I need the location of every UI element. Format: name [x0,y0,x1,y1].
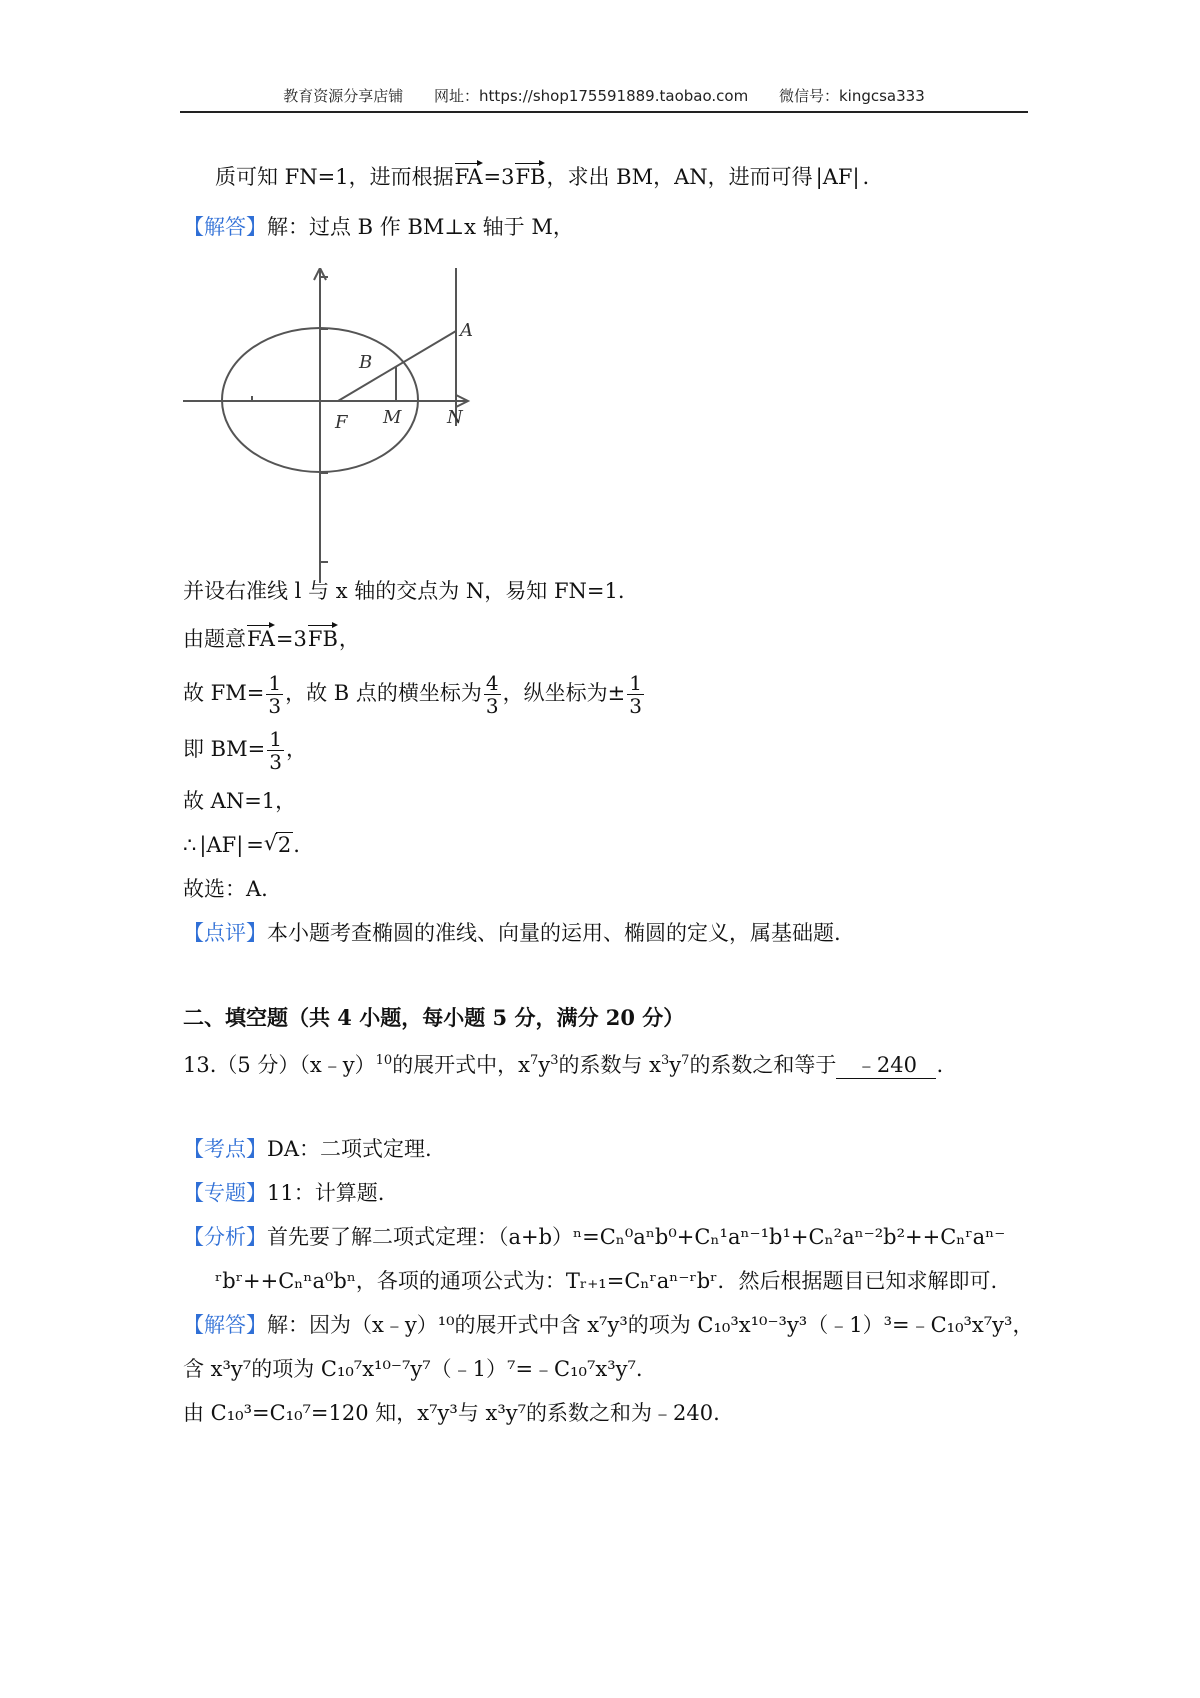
zhuanti-tag: 【专题】 [183,1181,267,1205]
fraction-bm: $\frac{1}{3}$ [269,727,282,774]
abs-af: |AF| [815,165,860,189]
label-n: N [447,407,463,428]
page-header [180,86,1028,106]
sol-line-6: ∴ |AF| =√ 2. [183,830,300,860]
label-b: B [359,352,373,373]
label-f: F [335,412,348,433]
jieda-tag: 【解答】 [183,1313,267,1337]
section-title: 二、填空题（共 4 小题，每小题 5 分，满分 20 分） [183,1005,685,1030]
review-tag: 【点评】 [183,921,267,945]
review-line: 【点评】本小题考查椭圆的准线、向量的运用、椭圆的定义，属基础题. [183,921,841,945]
fenxi-line-2: ʳbʳ++Cₙⁿa⁰bⁿ，各项的通项公式为：Tᵣ₊₁=Cₙʳaⁿ⁻ʳbʳ．然后根据题目已知求解即可. [215,1269,998,1293]
jieda-line-1: 【解答】解：因为（x﹣y）¹⁰的展开式中含 x⁷y³的项为 C₁₀³x¹⁰⁻³y³（﹣1）³=﹣C₁₀³x⁷y³， [183,1313,1034,1337]
solution-tag: 【解答】 [183,215,267,239]
sol-line-1: 并设右准线 l 与 x 轴的交点为 N，易知 FN=1. [183,579,625,603]
ellipse-figure [183,268,503,588]
fenxi-tag: 【分析】 [183,1225,267,1249]
analysis-continuation: 质可知 FN=1，进而根据FA=3FB，求出 BM，AN，进而可得 |AF| . [215,162,869,192]
sol-line-5: 故 AN=1， [183,789,297,813]
vector-fa-2: FA [246,624,276,654]
fraction-four-thirds: $\frac{4}{3}$ [485,671,499,718]
fraction-one-third: $\frac{1}{3}$ [268,671,282,718]
zhuanti-line: 【专题】11：计算题. [183,1181,385,1205]
shop-name: 教育资源分享店铺 [283,87,404,105]
sol-line-3: 故 FM= $\frac{1}{3}$ ，故 B 点的横坐标为 $\frac{4}{3}$ ，纵坐标为± $\frac{1}{3}$ [183,671,642,718]
kaodian-line: 【考点】DA：二项式定理. [183,1137,432,1161]
vector-fa: FA [454,162,484,192]
header-rule [180,111,1028,113]
vector-fb: FB [514,162,546,192]
sol-line-7: 故选：A. [183,877,268,901]
vector-fb-2: FB [307,624,339,654]
kaodian-tag: 【考点】 [183,1137,267,1161]
sqrt-two: √ 2 [264,830,293,860]
wechat-id: 微信号：kingcsa333 [778,87,925,105]
answer-blank: ﹣240 [836,1052,936,1079]
solution-intro: 【解答】解：过点 B 作 BM⊥x 轴于 M， [183,215,574,239]
shop-url: 网址：https://shop175591889.taobao.com [434,87,749,105]
jieda-line-2: 含 x³y⁷的项为 C₁₀⁷x¹⁰⁻⁷y⁷（﹣1）⁷=﹣C₁₀⁷x³y⁷. [183,1357,643,1381]
jieda-line-3: 由 C₁₀³=C₁₀⁷=120 知，x⁷y³与 x³y⁷的系数之和为﹣240. [183,1401,720,1425]
fraction-one-third-2: $\frac{1}{3}$ [629,671,642,718]
sol-line-2: 由题意FA=3FB， [183,624,360,654]
label-a: A [460,320,473,341]
abs-af-2: |AF| [199,833,244,857]
sol-line-4: 即 BM= $\frac{1}{3}$ ， [183,727,307,774]
fenxi-line-1: 【分析】首先要了解二项式定理：（a+b）ⁿ=Cₙ⁰aⁿb⁰+Cₙ¹aⁿ⁻¹b¹+Cₙ²aⁿ⁻²b²++Cₙʳaⁿ⁻ [183,1225,1006,1249]
question-13: 13.（5 分）（x﹣y）$^{10}$的展开式中，$x^7y^3$的系数与 $x^3y^7$的系数之和等于 ﹣240 . [183,1053,944,1077]
label-m: M [383,407,402,428]
